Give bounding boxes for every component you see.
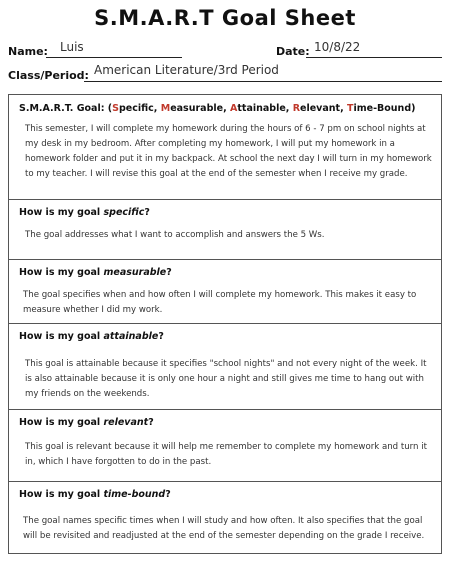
word-specific: pecific,	[119, 103, 161, 114]
question-heading	[19, 417, 154, 428]
question-suffix: ?	[165, 489, 171, 500]
smart-goal-heading	[19, 103, 415, 114]
attainable-section	[8, 324, 442, 410]
question-prefix: How is my goal	[19, 267, 104, 278]
smart-goal-heading-prefix: S.M.A.R.T. Goal: (	[19, 103, 113, 114]
specific-section	[8, 200, 442, 260]
date-value[interactable]: 10/8/22	[314, 40, 361, 54]
date-label: Date:	[276, 45, 310, 58]
relevant-answer[interactable]: This goal is relevant because it will help me remember to complete my homework and turn it in, which I have forgotten to do in the past.	[25, 442, 427, 467]
question-keyword: attainable	[103, 331, 159, 342]
word-measurable: easurable,	[170, 103, 230, 114]
page-title: S.M.A.R.T Goal Sheet	[94, 6, 356, 30]
time-bound-answer[interactable]: The goal names specific times when I will study and how often. It also specifies that the goal will be revisited and readjusted at the end of the semester depending on the grade I receive.	[23, 516, 425, 541]
question-heading	[19, 267, 172, 278]
smart-goal-text[interactable]: This semester, I will complete my homework during the hours of 6 - 7 pm on school nights at my desk in my bedroom. After completing my homework, I will put my homework in a homework folder and put it in my backpack. At school the next day I will turn in my homework to my teacher. I will revise this goal at the end of the semester when I receive my grade.	[25, 124, 432, 179]
question-prefix: How is my goal	[19, 417, 104, 428]
letter-s: S	[112, 103, 119, 114]
letter-t: T	[347, 103, 354, 114]
name-value[interactable]: Luis	[60, 40, 84, 54]
question-keyword: specific	[103, 207, 145, 218]
measurable-answer[interactable]: The goal specifies when and how often I will complete my homework. This makes it easy to measure whether I did my work.	[23, 290, 417, 315]
question-heading	[19, 207, 150, 218]
question-keyword: measurable	[103, 267, 167, 278]
measurable-section	[8, 260, 442, 324]
class-period-underline	[84, 81, 442, 82]
question-keyword: relevant	[103, 417, 149, 428]
question-suffix: ?	[148, 417, 154, 428]
class-period-value[interactable]: American Literature/3rd Period	[94, 63, 279, 77]
question-keyword: time-bound	[103, 489, 166, 500]
question-prefix: How is my goal	[19, 331, 104, 342]
question-heading	[19, 489, 171, 500]
attainable-answer[interactable]: This goal is attainable because it specifies "school nights" and not every night of the week. It is also attainable because it is only one hour a night and still gives me time to hang out with my friends on the weekends.	[25, 359, 427, 399]
name-underline	[46, 57, 182, 58]
class-period-label: Class/Period:	[8, 69, 89, 82]
word-time-bound: ime-Bound)	[353, 103, 416, 114]
name-label: Name:	[8, 45, 48, 58]
date-underline	[306, 57, 442, 58]
specific-answer[interactable]: The goal addresses what I want to accomplish and answers the 5 Ws.	[25, 230, 325, 240]
letter-a: A	[230, 103, 238, 114]
question-prefix: How is my goal	[19, 207, 104, 218]
question-prefix: How is my goal	[19, 489, 104, 500]
smart-goal-section	[8, 94, 442, 200]
question-heading	[19, 331, 164, 342]
word-attainable: ttainable,	[237, 103, 293, 114]
word-relevant: elevant,	[300, 103, 347, 114]
letter-r: R	[292, 103, 301, 114]
time-bound-section	[8, 482, 442, 554]
question-suffix: ?	[144, 207, 150, 218]
relevant-section	[8, 410, 442, 482]
question-suffix: ?	[158, 331, 164, 342]
letter-m: M	[160, 103, 171, 114]
question-suffix: ?	[166, 267, 172, 278]
